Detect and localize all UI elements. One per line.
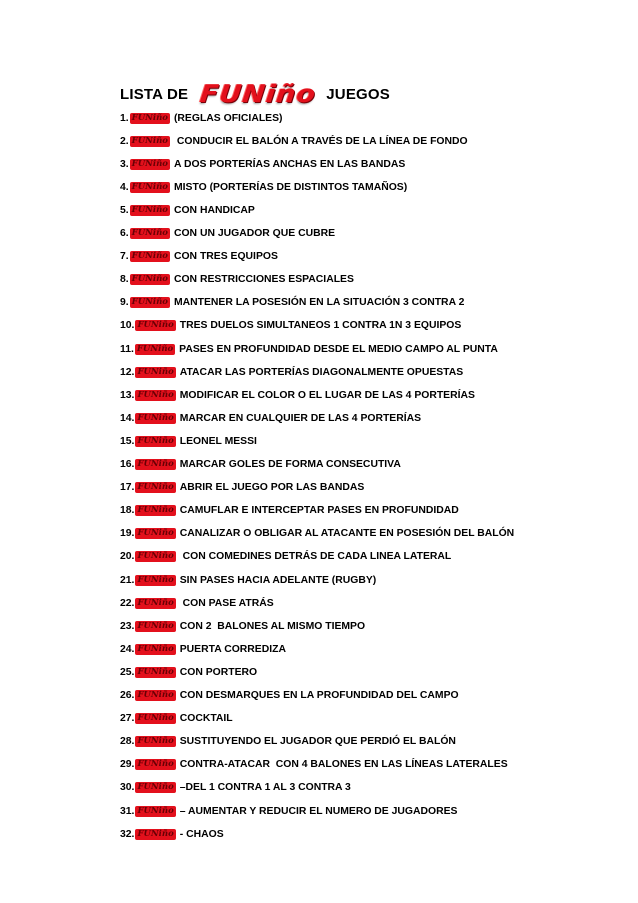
- funino-mini-logo: FUNiño: [137, 713, 174, 724]
- item-text: CON UN JUGADOR QUE CUBRE: [173, 228, 336, 239]
- item-number: 12.: [120, 366, 135, 378]
- list-item: [120, 433, 635, 449]
- list-item: [120, 688, 635, 704]
- item-number: 14.: [120, 412, 135, 424]
- list-item: [120, 226, 635, 242]
- item-text: MODIFICAR EL COLOR O EL LUGAR DE LAS 4 PORTERÍAS: [179, 389, 475, 401]
- list-item: [120, 480, 635, 496]
- item-number: 16.: [120, 459, 135, 470]
- funino-mini-logo: FUNiño: [131, 251, 168, 262]
- list-item: [120, 133, 635, 149]
- item-text: TRES DUELOS SIMULTANEOS 1 CONTRA 1N 3 EQUIPOS: [179, 320, 462, 332]
- item-number: 4.: [120, 181, 129, 193]
- item-number: 18.: [120, 505, 135, 517]
- item-text: CON RESTRICCIONES ESPACIALES: [173, 274, 354, 286]
- list-item: [120, 572, 635, 588]
- item-text: CANALIZAR O OBLIGAR AL ATACANTE EN POSESIÓN DEL BALÓN: [179, 528, 515, 540]
- item-number: 31.: [120, 805, 135, 817]
- item-number: 8.: [120, 274, 129, 286]
- funino-mini-logo: FUNiño: [137, 482, 174, 493]
- item-number: 23.: [120, 620, 135, 632]
- list-item: [120, 780, 635, 796]
- item-text: CON PASE ATRÁS: [179, 597, 274, 609]
- funino-mini-logo: FUNiño: [131, 228, 168, 238]
- list-item: [120, 179, 635, 195]
- list-item: [120, 526, 635, 542]
- funino-mini-logo: FUNiño: [137, 459, 174, 469]
- funino-mini-logo: FUNiño: [137, 528, 174, 539]
- list-item: [120, 272, 635, 288]
- item-number: 21.: [120, 574, 135, 586]
- item-number: 28.: [120, 736, 135, 748]
- item-number: 2.: [120, 135, 129, 147]
- item-text: MANTENER LA POSESIÓN EN LA SITUACIÓN 3 CONTRA 2: [173, 297, 465, 309]
- list-item: [120, 156, 635, 172]
- list-item: [120, 410, 635, 426]
- funino-mini-logo: FUNiño: [137, 736, 174, 747]
- funino-mini-logo: FUNiño: [131, 274, 168, 285]
- item-text: PASES EN PROFUNDIDAD DESDE EL MEDIO CAMPO AL PUNTA: [179, 343, 498, 355]
- item-number: 29.: [120, 759, 135, 771]
- list-item: [120, 503, 635, 519]
- item-text: CONDUCIR EL BALÓN A TRAVÉS DE LA LÍNEA DE FONDO: [173, 135, 468, 147]
- funino-mini-logo: FUNiño: [137, 597, 174, 608]
- item-text: MARCAR GOLES DE FORMA CONSECUTIVA: [179, 459, 401, 470]
- funino-mini-logo: FUNiño: [131, 135, 168, 146]
- item-text: CON DESMARQUES EN LA PROFUNDIDAD DEL CAMPO: [179, 690, 459, 701]
- funino-mini-logo: FUNiño: [137, 643, 174, 654]
- list-item: [120, 318, 635, 334]
- funino-mini-logo: FUNiño: [137, 412, 174, 423]
- item-number: 13.: [120, 389, 135, 401]
- item-text: LEONEL MESSI: [179, 435, 257, 447]
- item-text: CON TRES EQUIPOS: [173, 251, 278, 263]
- item-text: CON HANDICAP: [173, 204, 255, 216]
- list-item: [120, 364, 635, 380]
- funino-mini-logo: FUNiño: [131, 297, 168, 308]
- item-number: 19.: [120, 528, 135, 540]
- item-number: 7.: [120, 251, 129, 263]
- item-number: 26.: [120, 690, 135, 701]
- funino-mini-logo: FUNiño: [131, 181, 168, 192]
- item-number: 15.: [120, 435, 135, 447]
- item-number: 17.: [120, 482, 135, 494]
- list-item: [120, 826, 635, 842]
- item-text: - CHAOS: [179, 828, 224, 840]
- list-item: [120, 457, 635, 473]
- funino-mini-logo: FUNiño: [137, 320, 174, 331]
- title-suffix: JUEGOS: [326, 85, 390, 103]
- list-item: [120, 202, 635, 218]
- funino-mini-logo: FUNiño: [136, 343, 174, 354]
- item-number: 20.: [120, 551, 135, 563]
- item-text: SUSTITUYENDO EL JUGADOR QUE PERDIÓ EL BALÓN: [179, 736, 456, 748]
- list-item: [120, 295, 635, 311]
- funino-mini-logo: FUNiño: [137, 505, 174, 516]
- list-item: [120, 595, 635, 611]
- funino-mini-logo: FUNiño: [137, 782, 174, 793]
- item-text: MISTO (PORTERÍAS DE DISTINTOS TAMAÑOS): [173, 181, 408, 193]
- list-item: [120, 664, 635, 680]
- item-number: 3.: [120, 158, 129, 170]
- item-text: – AUMENTAR Y REDUCIR EL NUMERO DE JUGADORES: [179, 805, 458, 817]
- item-text: COCKTAIL: [179, 713, 233, 725]
- item-number: 10.: [120, 320, 135, 332]
- list-item: [120, 110, 635, 126]
- item-number: 1.: [120, 112, 129, 124]
- funino-mini-logo: FUNiño: [137, 620, 174, 631]
- item-text: CONTRA-ATACAR CON 4 BALONES EN LAS LÍNEAS LATERALES: [179, 759, 508, 771]
- item-number: 24.: [120, 643, 135, 655]
- item-text: CON PORTERO: [179, 666, 258, 678]
- list-item: [120, 641, 635, 657]
- list-item: [120, 249, 635, 265]
- item-number: 27.: [120, 713, 135, 725]
- item-text: (REGLAS OFICIALES): [173, 112, 283, 124]
- funino-mini-logo: FUNiño: [137, 828, 174, 839]
- funino-mini-logo: FUNiño: [137, 551, 174, 562]
- item-text: PUERTA CORREDIZA: [179, 643, 286, 655]
- item-text: CAMUFLAR E INTERCEPTAR PASES EN PROFUNDIDAD: [179, 505, 459, 517]
- item-text: SIN PASES HACIA ADELANTE (RUGBY): [179, 574, 377, 586]
- title-prefix: LISTA DE: [120, 85, 189, 103]
- item-text: CON COMEDINES DETRÁS DE CADA LINEA LATERAL: [179, 551, 452, 563]
- list-item: [120, 618, 635, 634]
- funino-mini-logo: FUNiño: [137, 435, 174, 446]
- funino-mini-logo: FUNiño: [137, 666, 174, 677]
- funino-mini-logo: FUNiño: [137, 759, 174, 770]
- item-number: 32.: [120, 828, 135, 840]
- list-item: [120, 711, 635, 727]
- item-number: 22.: [120, 597, 135, 609]
- item-text: ABRIR EL JUEGO POR LAS BANDAS: [179, 482, 365, 494]
- list-item: [120, 757, 635, 773]
- item-number: 5.: [120, 204, 129, 216]
- funino-mini-logo: FUNiño: [131, 158, 168, 169]
- funino-mini-logo: FUNiño: [137, 389, 174, 400]
- page-title: [120, 78, 390, 110]
- list-item: [120, 734, 635, 750]
- item-number: 6.: [120, 228, 129, 239]
- item-number: 9.: [120, 297, 129, 309]
- funino-mini-logo: FUNiño: [137, 690, 174, 700]
- funino-mini-logo: FUNiño: [131, 112, 168, 123]
- item-number: 30.: [120, 782, 135, 794]
- item-text: CON 2 BALONES AL MISMO TIEMPO: [179, 620, 366, 632]
- item-text: MARCAR EN CUALQUIER DE LAS 4 PORTERÍAS: [179, 412, 422, 424]
- item-text: ATACAR LAS PORTERÍAS DIAGONALMENTE OPUESTAS: [179, 366, 464, 378]
- funino-logo: FUNiño: [198, 80, 318, 108]
- funino-mini-logo: FUNiño: [131, 204, 168, 215]
- item-number: 25.: [120, 666, 135, 678]
- funino-mini-logo: FUNiño: [137, 574, 174, 585]
- item-number: 11.: [120, 343, 134, 355]
- list-item: [120, 387, 635, 403]
- item-text: –DEL 1 CONTRA 1 AL 3 CONTRA 3: [179, 782, 351, 794]
- funino-mini-logo: FUNiño: [137, 366, 174, 377]
- list-item: [120, 549, 635, 565]
- item-text: A DOS PORTERÍAS ANCHAS EN LAS BANDAS: [173, 158, 406, 170]
- funino-mini-logo: FUNiño: [137, 805, 174, 816]
- list-item: [120, 803, 635, 819]
- list-item: [120, 341, 635, 357]
